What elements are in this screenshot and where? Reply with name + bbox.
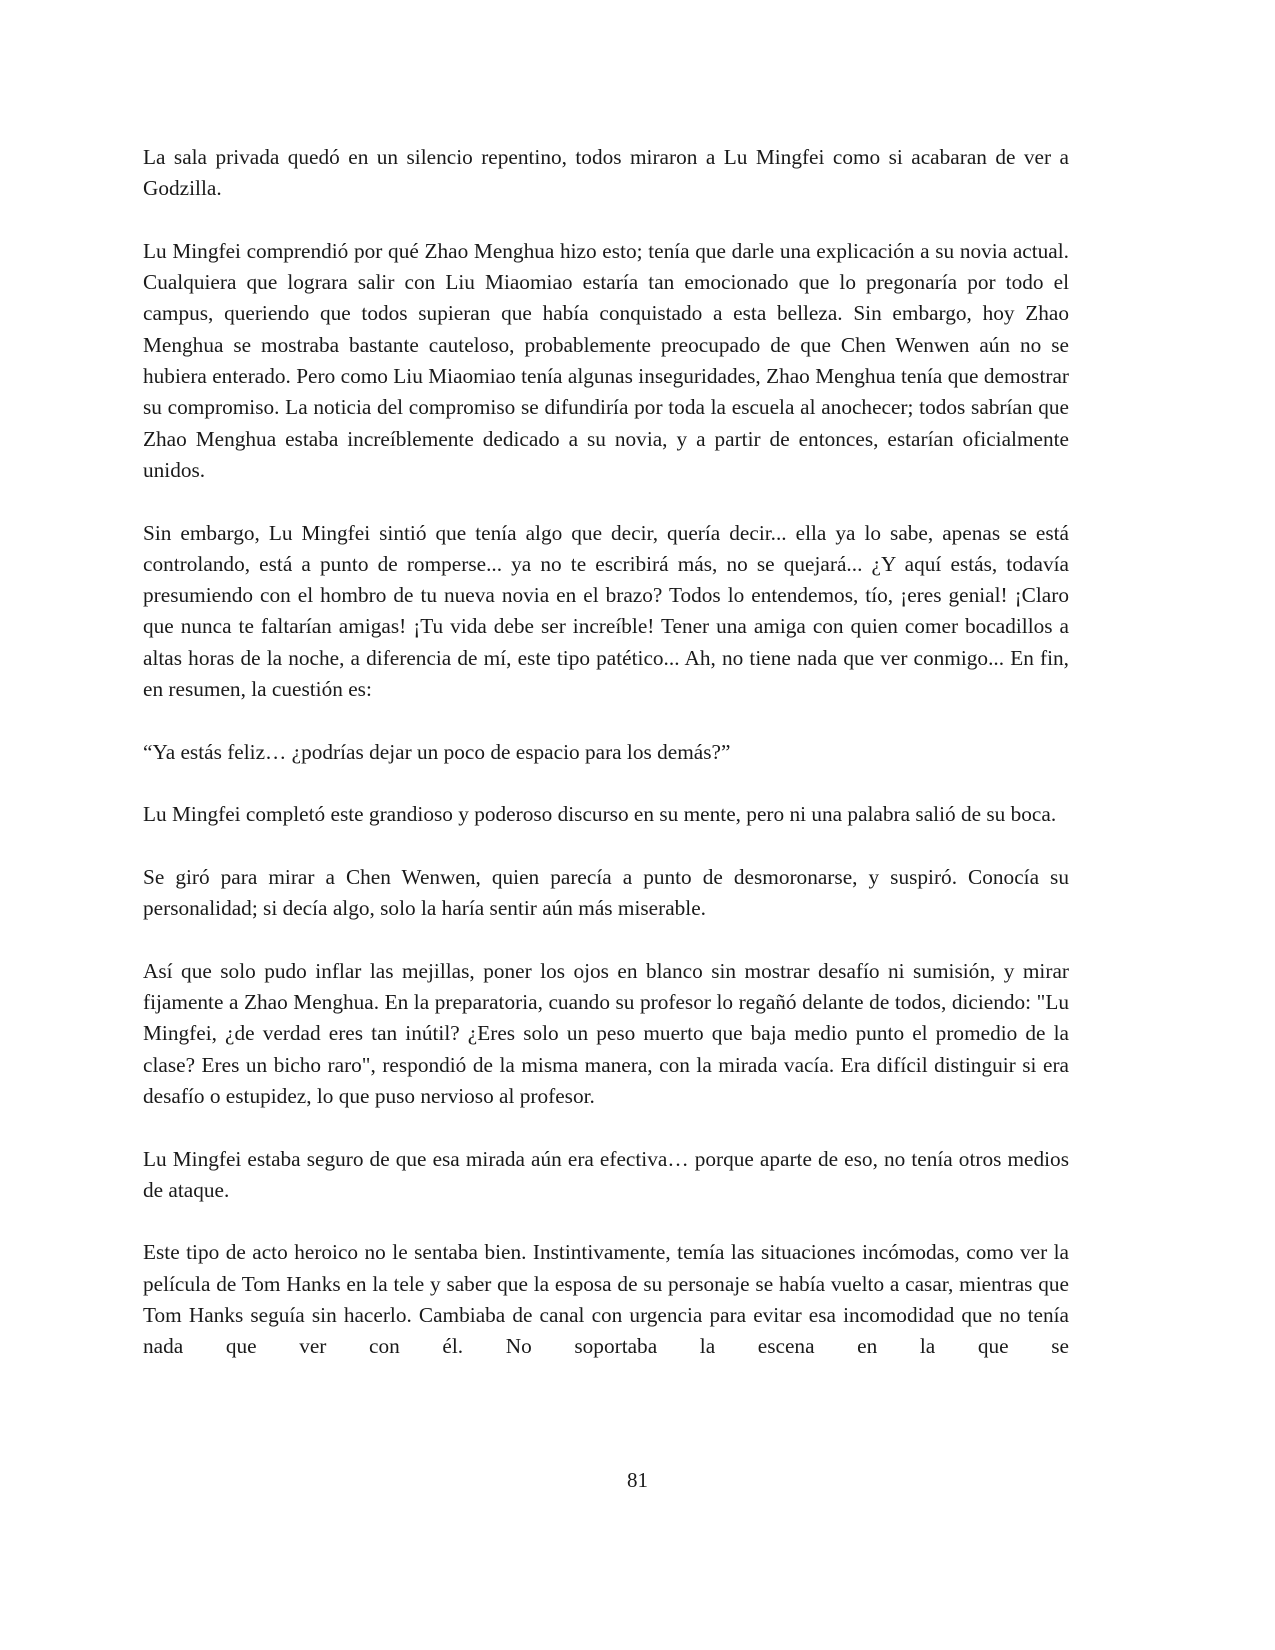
paragraph: Lu Mingfei comprendió por qué Zhao Menghua hizo esto; tenía que darle una explicación a su novia actual. Cualquiera que lograra salir con Liu Miaomiao estaría tan emocionado que lo pregonaría por todo el campus, queriendo que todos supieran que había conquistado a esta belleza. Sin embargo, hoy Zhao Menghua se mostraba bastante cauteloso, probablemente preocupado de que Chen Wenwen aún no se hubiera enterado. Pero como Liu Miaomiao tenía algunas inseguridades, Zhao Menghua tenía que demostrar su compromiso. La noticia del compromiso se difundiría por toda la escuela al anochecer; todos sabrían que Zhao Menghua estaba increíblemente dedicado a su novia, y a partir de entonces, estarían oficialmente unidos. (143, 238, 1069, 482)
paragraph: La sala privada quedó en un silencio repentino, todos miraron a Lu Mingfei como si acabaran de ver a Godzilla. (143, 145, 1069, 201)
paragraph: Así que solo pudo inflar las mejillas, poner los ojos en blanco sin mostrar desafío ni sumisión, y mirar fijamente a Zhao Menghua. En la preparatoria, cuando su profesor lo regañó delante de todos, diciendo: "Lu Mingfei, ¿de verdad eres tan inútil? ¿Eres solo un peso muerto que baja medio punto el promedio de la clase? Eres un bicho raro", respondió de la misma manera, con la mirada vacía. Era difícil distinguir si era desafío o estupidez, lo que puso nervioso al profesor. (143, 958, 1069, 1108)
paragraph: Este tipo de acto heroico no le sentaba bien. Instintivamente, temía las situaciones incómodas, como ver la película de Tom Hanks en la tele y saber que la esposa de su personaje se había vuelto a casar, mientras que Tom Hanks seguía sin hacerlo. Cambiaba de canal con urgencia para evitar esa incomodidad que no tenía nada que ver con él. No soportaba la escena en la que se (143, 1240, 1069, 1359)
page-body (143, 142, 1069, 1394)
paragraph: Lu Mingfei estaba seguro de que esa mirada aún era efectiva… porque aparte de eso, no tenía otros medios de ataque. (143, 1146, 1069, 1202)
paragraph: Se giró para mirar a Chen Wenwen, quien parecía a punto de desmoronarse, y suspiró. Conocía su personalidad; si decía algo, solo la haría sentir aún más miserable. (143, 864, 1069, 921)
paragraph: Sin embargo, Lu Mingfei sintió que tenía algo que decir, quería decir... ella ya lo sabe, apenas se está controlando, está a punto de romperse... ya no te escribirá más, no se quejará... ¿Y aquí estás, todavía presumiendo con el hombro de tu nueva novia en el brazo? Todos lo entendemos, tío, ¡eres genial! ¡Claro que nunca te faltarían amigas! ¡Tu vida debe ser increíble! Tener una amiga con quien comer bocadillos a altas horas de la noche, a diferencia de mí, este tipo patético... Ah, no tiene nada que ver conmigo... En fin, en resumen, la cuestión es: (143, 520, 1069, 702)
page-number: 81 (627, 1468, 648, 1492)
paragraph: “Ya estás feliz… ¿podrías dejar un poco de espacio para los demás?” (143, 739, 731, 764)
paragraph: Lu Mingfei completó este grandioso y poderoso discurso en su mente, pero ni una palabra salió de su boca. (143, 802, 1057, 827)
